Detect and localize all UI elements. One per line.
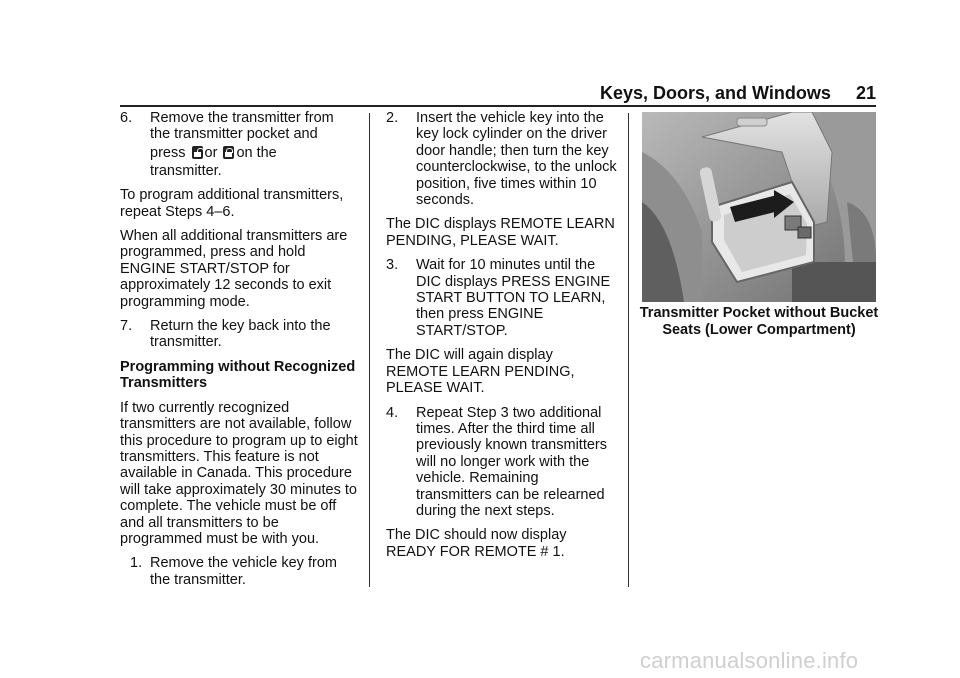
step-text: Wait for 10 minutes until the DIC displays PRESS ENGINE START BUTTON TO LEARN, then press ENGINE START/STOP. bbox=[416, 257, 611, 339]
step-text: Remove the transmitter from bbox=[150, 110, 334, 126]
transmitter-pocket-photo bbox=[642, 112, 876, 302]
column-divider bbox=[628, 113, 629, 587]
step-text: or bbox=[204, 144, 218, 161]
step-3 bbox=[386, 257, 618, 339]
column-middle bbox=[386, 110, 618, 568]
step-2 bbox=[386, 110, 618, 208]
header-rule bbox=[120, 105, 876, 107]
step-number: 1. bbox=[130, 555, 143, 572]
step-7 bbox=[120, 318, 360, 351]
step-number: 3. bbox=[386, 257, 399, 274]
step-text: press bbox=[150, 144, 186, 161]
step-number: 7. bbox=[120, 318, 133, 335]
step-4 bbox=[386, 405, 618, 520]
step-text: on the bbox=[236, 144, 277, 161]
unlock-icon bbox=[192, 146, 203, 159]
figure-caption bbox=[636, 305, 882, 339]
watermark: carmanualsonline.info bbox=[640, 648, 859, 673]
section-heading: Programming without Recognized Transmitters bbox=[120, 358, 356, 392]
step-number: 6. bbox=[120, 110, 133, 126]
column-left bbox=[120, 110, 360, 596]
step-1 bbox=[130, 555, 360, 588]
section-title: Keys, Doors, and Windows bbox=[600, 83, 831, 103]
column-divider bbox=[369, 113, 370, 587]
step-text: Return the key back into the transmitter. bbox=[150, 318, 331, 351]
lock-icon bbox=[223, 146, 234, 159]
step-6-note-1: To program additional transmitters, repeat Steps 4–6. bbox=[120, 187, 344, 220]
caption-line: Transmitter Pocket without Bucket bbox=[639, 305, 879, 321]
step-6 bbox=[120, 110, 360, 179]
page-number: 21 bbox=[855, 83, 876, 103]
photo-illustration bbox=[642, 112, 876, 302]
step-4-note: The DIC should now display READY FOR REMOTE # 1. bbox=[386, 527, 567, 560]
caption-line: Seats (Lower Compartment) bbox=[662, 322, 856, 338]
step-6-note-2: When all additional transmitters are programmed, press and hold ENGINE START/STOP for approximately 12 seconds to exit programming mode. bbox=[120, 228, 348, 310]
step-number: 4. bbox=[386, 404, 399, 421]
intro-paragraph: If two currently recognized transmitters are not available, follow this procedure to program up to eight transmitters. This feature is not available in Canada. This procedure will take approximately 30 minutes to complete. The vehicle must be off and all transmitters to be programmed must be with you. bbox=[120, 399, 358, 547]
step-3-note: The DIC will again display REMOTE LEARN PENDING, PLEASE WAIT. bbox=[386, 347, 575, 397]
step-text: Insert the vehicle key into the key lock cylinder on the driver door handle; then turn the key counterclockwise, to the unlock position, five times within 10 seconds. bbox=[416, 110, 617, 209]
step-2-note: The DIC displays REMOTE LEARN PENDING, PLEASE WAIT. bbox=[386, 216, 615, 249]
step-text: Remove the vehicle key from the transmitter. bbox=[150, 555, 337, 588]
step-text: Repeat Step 3 two additional times. After the third time all previously known transmitters will no longer work with the vehicle. Remaining transmitters can be relearned during the next steps. bbox=[416, 404, 607, 519]
step-text: transmitter. bbox=[150, 162, 222, 179]
step-number: 2. bbox=[386, 110, 399, 126]
step-text: the transmitter pocket and bbox=[150, 126, 318, 143]
